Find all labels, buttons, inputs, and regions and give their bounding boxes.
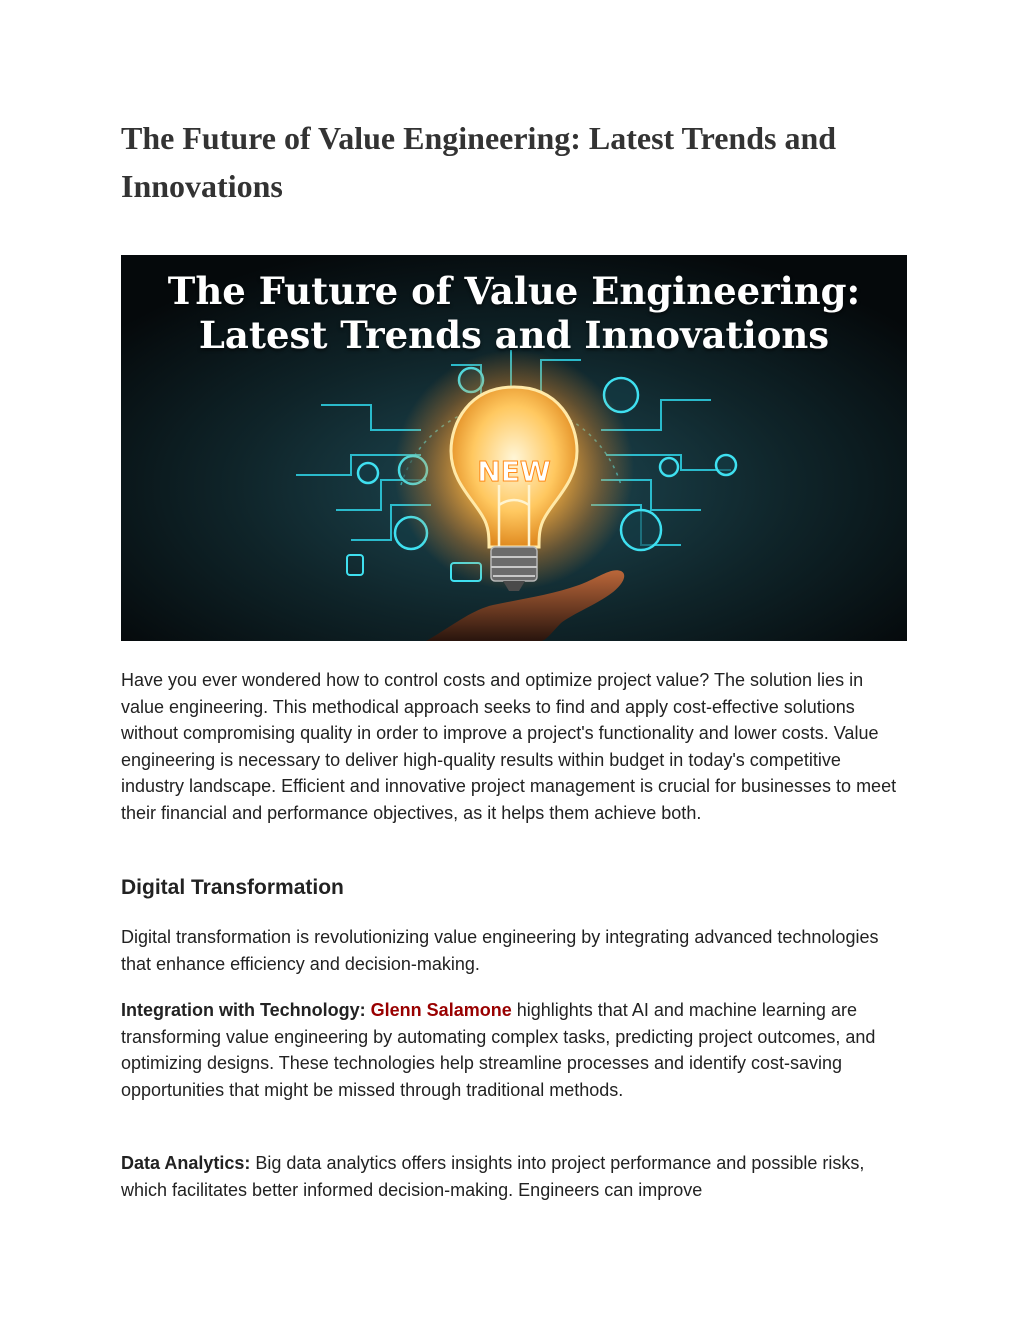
page-title: The Future of Value Engineering: Latest Trends and Innovations xyxy=(121,120,837,204)
hero-image xyxy=(121,255,907,641)
analytics-lead: Data Analytics: xyxy=(121,1153,251,1173)
hero-title-line-2: Latest Trends and Innovations xyxy=(198,313,830,357)
intro-paragraph: Have you ever wondered how to control costs and optimize project value? The solution lies in value engineering. This methodical approach seeks to find and apply cost-effective solutions without compromising quality in order to improve a project's functionality and lower costs. Value engineering is necessary to deliver high-quality results within budget in today's competitive industry landscape. Efficient and innovative project management is crucial for businesses to meet their financial and performance objectives, as it helps them achieve both. xyxy=(121,670,897,823)
bulb-new-label: NEW xyxy=(477,455,551,488)
integration-paragraph xyxy=(121,997,907,1103)
hero-title xyxy=(121,269,907,357)
hero-title-line-1: The Future of Value Engineering: xyxy=(167,269,861,313)
section-heading: Digital Transformation xyxy=(121,876,344,899)
integration-lead: Integration with Technology: xyxy=(121,1000,366,1020)
section-intro-paragraph: Digital transformation is revolutionizing value engineering by integrating advanced technologies that enhance efficiency and decision-making. xyxy=(121,927,879,974)
analytics-text: Big data analytics offers insights into project performance and possible risks, which facilitates better informed decision-making. Engineers can improve xyxy=(121,1153,865,1200)
analytics-paragraph xyxy=(121,1150,907,1203)
glenn-salamone-link[interactable]: Glenn Salamone xyxy=(370,1000,512,1020)
integration-text: highlights that AI and machine learning are transforming value engineering by automating complex tasks, predicting project outcomes, and optimizing designs. These technologies help streamline processes and identify cost-saving opportunities that might be missed through traditional methods. xyxy=(121,1000,876,1100)
